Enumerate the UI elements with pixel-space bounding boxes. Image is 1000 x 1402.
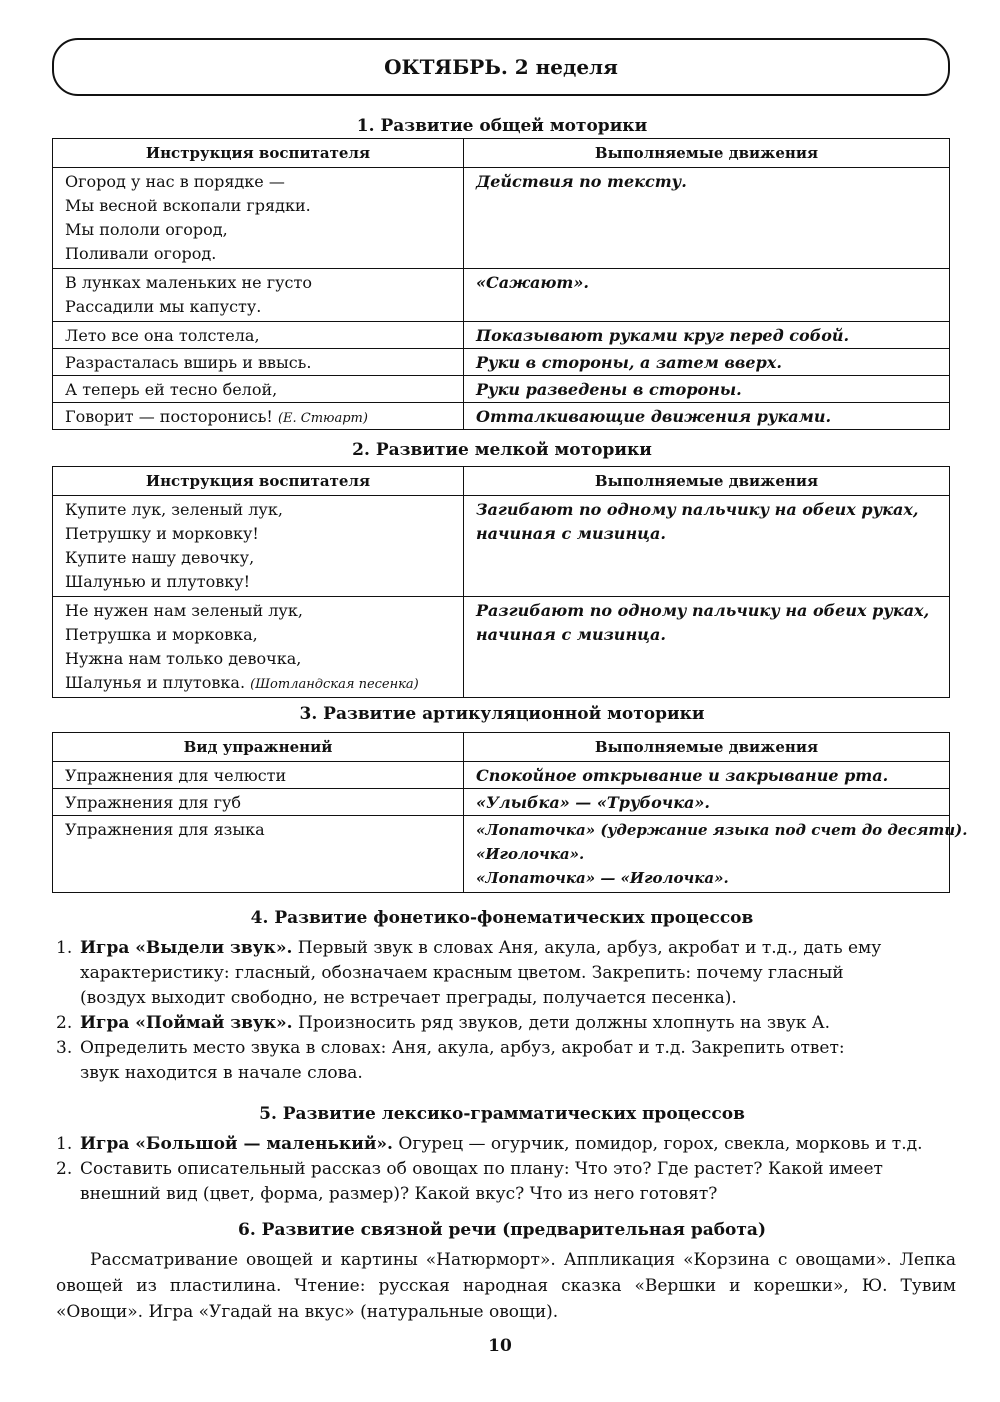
cell-movement — [464, 376, 950, 403]
text-line: Определить место звука в словах: Аня, акула, арбуз, акробат и т.д. Закрепить ответ: — [80, 1038, 845, 1058]
table-row — [53, 762, 950, 789]
text-line: Руки разведены в стороны. — [476, 380, 742, 399]
text-line: Составить описательный рассказ об овощах по плану: Что это? Где растет? Какой имеет — [80, 1159, 883, 1179]
table-row — [53, 168, 950, 269]
table-row — [53, 376, 950, 403]
section3-title: 3. Развитие артикуляционной моторики — [299, 704, 705, 724]
text-line: начиная с мизинца. — [476, 524, 666, 543]
text-line: Петрушку и морковку! — [65, 524, 259, 543]
table-row — [53, 269, 950, 322]
text-line: Загибают по одному пальчику на обеих руках, — [476, 500, 919, 519]
col-header-left: Инструкция воспитателя — [53, 467, 464, 496]
item-lead: Игра «Выдели звук». — [80, 938, 293, 958]
cell-movement — [464, 816, 968, 893]
table-row — [53, 349, 950, 376]
text-line: Упражнения для губ — [65, 793, 241, 812]
text-line: В лунках маленьких не густо — [65, 273, 312, 292]
cell-instruction — [53, 168, 464, 269]
text-line: А теперь ей тесно белой, — [65, 380, 278, 399]
item-number: 1. — [56, 938, 73, 958]
cell-movement — [464, 762, 950, 789]
table-header-row — [53, 467, 950, 496]
text-line: Петрушка и морковка, — [65, 625, 258, 644]
list-item — [56, 1036, 956, 1086]
section4-list — [56, 936, 956, 1086]
page-number: 10 — [488, 1336, 512, 1356]
table-row — [53, 496, 950, 597]
text-line: Упражнения для челюсти — [65, 766, 287, 785]
text-line: звук находится в начале слова. — [80, 1063, 363, 1083]
text-line — [65, 405, 451, 429]
cell-movement — [464, 322, 950, 349]
section6-title: 6. Развитие связной речи (предварительная работа) — [238, 1220, 766, 1240]
text-line: Нужна нам только девочка, — [65, 649, 302, 668]
cell-movement — [464, 597, 950, 698]
text-line: Купите нашу девочку, — [65, 548, 255, 567]
section6-paragraph: Рассматривание овощей и картины «Натюрморт». Аппликация «Корзина с овощами». Лепка овощей из пластилина. Чтение: русская народная сказка «Вершки и корешки», Ю. Тувим «Овощи». Игра «Угадай на вкус» (натуральные овощи). — [56, 1250, 956, 1322]
text-line: «Лопаточка» — «Иголочка». — [476, 869, 729, 887]
table-header-row — [53, 733, 950, 762]
verse-text: Говорит — посторонись! — [65, 407, 273, 426]
col-header-right: Выполняемые движения — [464, 733, 950, 762]
col-header-right: Выполняемые движения — [464, 139, 950, 168]
text-line: Поливали огород. — [65, 244, 217, 263]
cell-exercise — [53, 762, 464, 789]
item-number: 2. — [56, 1159, 73, 1179]
cell-movement — [464, 349, 950, 376]
text-line: Лето все она толстела, — [65, 326, 260, 345]
text-line — [65, 671, 451, 695]
section3-table — [52, 732, 968, 893]
col-header-right: Выполняемые движения — [464, 467, 950, 496]
table-row — [53, 597, 950, 698]
item-number: 1. — [56, 1134, 73, 1154]
cell-exercise — [53, 816, 464, 893]
header-title: ОКТЯБРЬ. 2 неделя — [384, 55, 618, 79]
cell-movement — [464, 789, 950, 816]
list-item — [56, 1011, 956, 1036]
section1-title: 1. Развитие общей моторики — [356, 116, 648, 136]
text-line: Рассадили мы капусту. — [65, 297, 262, 316]
table-row — [53, 403, 950, 430]
section2-title: 2. Развитие мелкой моторики — [352, 440, 652, 460]
text-line: «Сажают». — [476, 273, 589, 292]
section2-table — [52, 466, 950, 698]
text-line: Огурец — огурчик, помидор, горох, свекла, морковь и т.д. — [398, 1134, 923, 1154]
text-line: характеристику: гласный, обозначаем красным цветом. Закрепить: почему гласный — [80, 963, 844, 983]
text-line: Произносить ряд звуков, дети должны хлопнуть на звук А. — [298, 1013, 831, 1033]
text-line: Разгибают по одному пальчику на обеих руках, — [476, 601, 930, 620]
text-line: начиная с мизинца. — [476, 625, 666, 644]
text-line: Руки в стороны, а затем вверх. — [476, 353, 782, 372]
list-item — [56, 936, 956, 1011]
text-line: Не нужен нам зеленый лук, — [65, 601, 303, 620]
text-line: Упражнения для языка — [65, 820, 265, 839]
section1-table — [52, 138, 950, 430]
text-line: «Улыбка» — «Трубочка». — [476, 793, 710, 812]
text-line: (воздух выходит свободно, не встречает преграды, получается песенка). — [80, 988, 737, 1008]
text-line: Купите лук, зеленый лук, — [65, 500, 283, 519]
item-number: 2. — [56, 1013, 73, 1033]
cell-instruction — [53, 349, 464, 376]
text-line: Разрасталась вширь и ввысь. — [65, 353, 312, 372]
list-item — [56, 1157, 956, 1207]
text-line: Отталкивающие движения руками. — [476, 407, 832, 426]
text-line: Огород у нас в порядке — — [65, 172, 285, 191]
source-attribution: (Шотландская песенка) — [250, 677, 419, 692]
item-number: 3. — [56, 1038, 73, 1058]
text-line: Действия по тексту. — [476, 172, 687, 191]
cell-exercise — [53, 789, 464, 816]
section5-list — [56, 1132, 956, 1207]
item-lead: Игра «Поймай звук». — [80, 1013, 293, 1033]
col-header-left: Инструкция воспитателя — [53, 139, 464, 168]
text-line: «Иголочка». — [476, 845, 585, 863]
page-header — [52, 38, 950, 96]
cell-instruction — [53, 597, 464, 698]
text-line: Первый звук в словах Аня, акула, арбуз, акробат и т.д., дать ему — [297, 938, 882, 958]
verse-text: Шалунья и плутовка. — [65, 673, 246, 692]
cell-instruction — [53, 269, 464, 322]
table-header-row — [53, 139, 950, 168]
cell-instruction — [53, 322, 464, 349]
cell-movement — [464, 269, 950, 322]
text-line: Спокойное открывание и закрывание рта. — [476, 766, 889, 785]
cell-instruction — [53, 403, 464, 430]
cell-movement — [464, 168, 950, 269]
table-row — [53, 816, 950, 893]
item-lead: Игра «Большой — маленький». — [80, 1134, 393, 1154]
cell-movement — [464, 403, 950, 430]
list-item — [56, 1132, 956, 1157]
text-line: Показывают руками круг перед собой. — [476, 326, 850, 345]
text-line: внешний вид (цвет, форма, размер)? Какой вкус? Что из него готовят? — [80, 1184, 718, 1204]
cell-instruction — [53, 376, 464, 403]
text-line: Мы пололи огород, — [65, 220, 228, 239]
table-row — [53, 322, 950, 349]
text-line: Мы весной вскопали грядки. — [65, 196, 311, 215]
cell-movement — [464, 496, 950, 597]
cell-instruction — [53, 496, 464, 597]
text-line: «Лопаточка» (удержание языка под счет до десяти). — [476, 821, 968, 839]
source-attribution: (Е. Стюарт) — [277, 411, 368, 426]
table-row — [53, 789, 950, 816]
text-line: Шалунью и плутовку! — [65, 572, 251, 591]
section4-title: 4. Развитие фонетико-фонематических процессов — [250, 908, 754, 928]
section5-title: 5. Развитие лексико-грамматических процессов — [259, 1104, 745, 1124]
col-header-left: Вид упражнений — [53, 733, 464, 762]
